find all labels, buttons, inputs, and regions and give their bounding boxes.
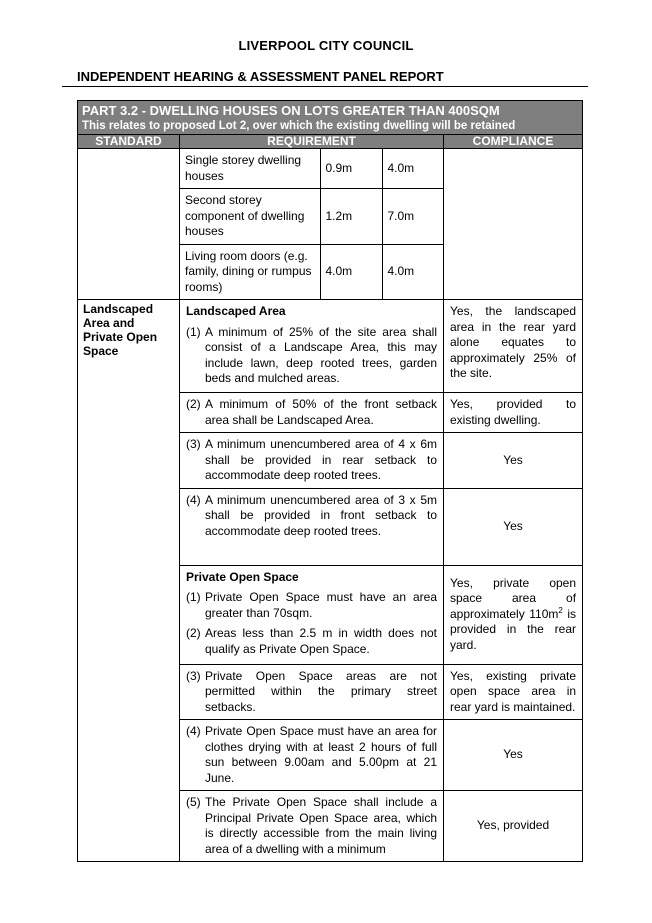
item-text: Private Open Space areas are not permitted within the primary street setbacks. xyxy=(205,668,437,714)
list-item xyxy=(186,493,437,540)
setback-table xyxy=(180,149,444,299)
section-title: Private Open Space xyxy=(186,569,299,584)
setback-value: 7.0m xyxy=(382,189,444,245)
item-number: (3) xyxy=(186,437,201,451)
list-item xyxy=(186,724,437,786)
setback-standard-cell xyxy=(78,149,180,300)
list-item xyxy=(186,669,437,716)
item-text: The Private Open Space shall include a Principal Private Open Space area, which is directly accessible from the main living area of a dwelling with a minimum xyxy=(205,795,437,856)
requirement-cell xyxy=(180,393,444,433)
item-number: (2) xyxy=(186,397,201,411)
compliance-cell: Yes, the landscaped area in the rear yard alone equates to approximately 25% of the site. xyxy=(444,300,583,393)
table-row xyxy=(180,149,444,189)
item-number: (2) xyxy=(186,626,201,640)
table-row xyxy=(180,244,444,299)
banner-subtitle: This relates to proposed Lot 2, over which the existing dwelling will be retained xyxy=(82,120,516,132)
item-number: (1) xyxy=(186,324,201,339)
item-number: (5) xyxy=(186,795,201,809)
compliance-cell: Yes, provided to existing dwelling. xyxy=(444,393,583,433)
compliance-cell: Yes, existing private open space area in rear yard is maintained. xyxy=(444,664,583,720)
list-item xyxy=(186,397,437,428)
item-number: (4) xyxy=(186,724,201,738)
compliance-text: is provided in the rear yard. xyxy=(450,606,577,652)
item-text: A minimum unencumbered area of 3 x 5m shall be provided in front setback to accommodate deep rooted trees. xyxy=(205,492,437,538)
setback-value: 0.9m xyxy=(320,149,382,189)
council-name: LIVERPOOL CITY COUNCIL xyxy=(238,38,414,53)
item-text: Areas less than 2.5 m in width does not qualify as Private Open Space. xyxy=(205,626,437,656)
item-text: Private Open Space must have an area for clothes drying with at least 2 hours of full sun between 9.00am and 5.00pm at 21 June. xyxy=(205,724,437,785)
table-row xyxy=(78,300,583,393)
compliance-cell: Yes xyxy=(444,488,583,565)
setback-label: Second storey component of dwelling houses xyxy=(180,189,320,245)
setback-value: 4.0m xyxy=(320,244,382,299)
compliance-cell xyxy=(444,565,583,664)
setback-value: 4.0m xyxy=(382,244,444,299)
setback-row xyxy=(78,149,583,300)
item-number: (4) xyxy=(186,492,201,507)
requirement-cell xyxy=(180,488,444,565)
superscript: 2 xyxy=(558,605,563,615)
requirement-cell xyxy=(180,565,444,664)
setback-compliance-cell xyxy=(444,149,583,300)
requirement-cell xyxy=(180,300,444,393)
item-text: A minimum unencumbered area of 4 x 6m shall be provided in rear setback to accommodate deep rooted trees. xyxy=(205,437,437,482)
requirement-cell xyxy=(180,720,444,791)
item-text: A minimum of 25% of the site area shall consist of a Landscape Area, this may include lawn, deep rooted trees, garden beds and mulched areas. xyxy=(205,324,437,385)
report-title: INDEPENDENT HEARING & ASSESSMENT PANEL REPORT xyxy=(77,69,444,84)
compliance-text: Yes, private open space area of approximately 110m xyxy=(450,575,577,621)
requirement-cell xyxy=(180,791,444,862)
compliance-cell: Yes xyxy=(444,720,583,791)
list-item xyxy=(186,626,437,657)
column-header-standard: STANDARD xyxy=(78,135,180,149)
setback-value: 4.0m xyxy=(382,149,444,189)
list-item xyxy=(186,795,437,857)
banner-title: PART 3.2 - DWELLING HOUSES ON LOTS GREATER THAN 400SQM xyxy=(82,103,500,118)
item-text: A minimum of 50% of the front setback area shall be Landscaped Area. xyxy=(205,397,437,427)
setback-requirement-cell xyxy=(180,149,444,300)
header-rule xyxy=(62,86,588,87)
column-header-row xyxy=(78,135,583,149)
item-number: (1) xyxy=(186,590,201,604)
compliance-cell: Yes, provided xyxy=(444,791,583,862)
column-header-compliance: COMPLIANCE xyxy=(444,135,583,149)
setback-label: Living room doors (e.g. family, dining or rumpus rooms) xyxy=(180,244,320,299)
banner-row xyxy=(78,101,583,135)
setback-label: Single storey dwelling houses xyxy=(180,149,320,189)
requirement-cell xyxy=(180,664,444,720)
table-banner xyxy=(78,101,583,135)
setback-value: 1.2m xyxy=(320,189,382,245)
list-item xyxy=(186,590,437,621)
assessment-table xyxy=(77,100,583,862)
table-row xyxy=(180,189,444,245)
section-title: Landscaped Area xyxy=(186,304,286,318)
list-item xyxy=(186,437,437,484)
requirement-cell xyxy=(180,433,444,489)
standard-landscaped: Landscaped Area and Private Open Space xyxy=(78,300,180,862)
column-header-requirement: REQUIREMENT xyxy=(180,135,444,149)
compliance-cell: Yes xyxy=(444,433,583,489)
item-number: (3) xyxy=(186,668,201,683)
item-text: Private Open Space must have an area greater than 70sqm. xyxy=(205,590,437,620)
list-item xyxy=(186,325,437,387)
